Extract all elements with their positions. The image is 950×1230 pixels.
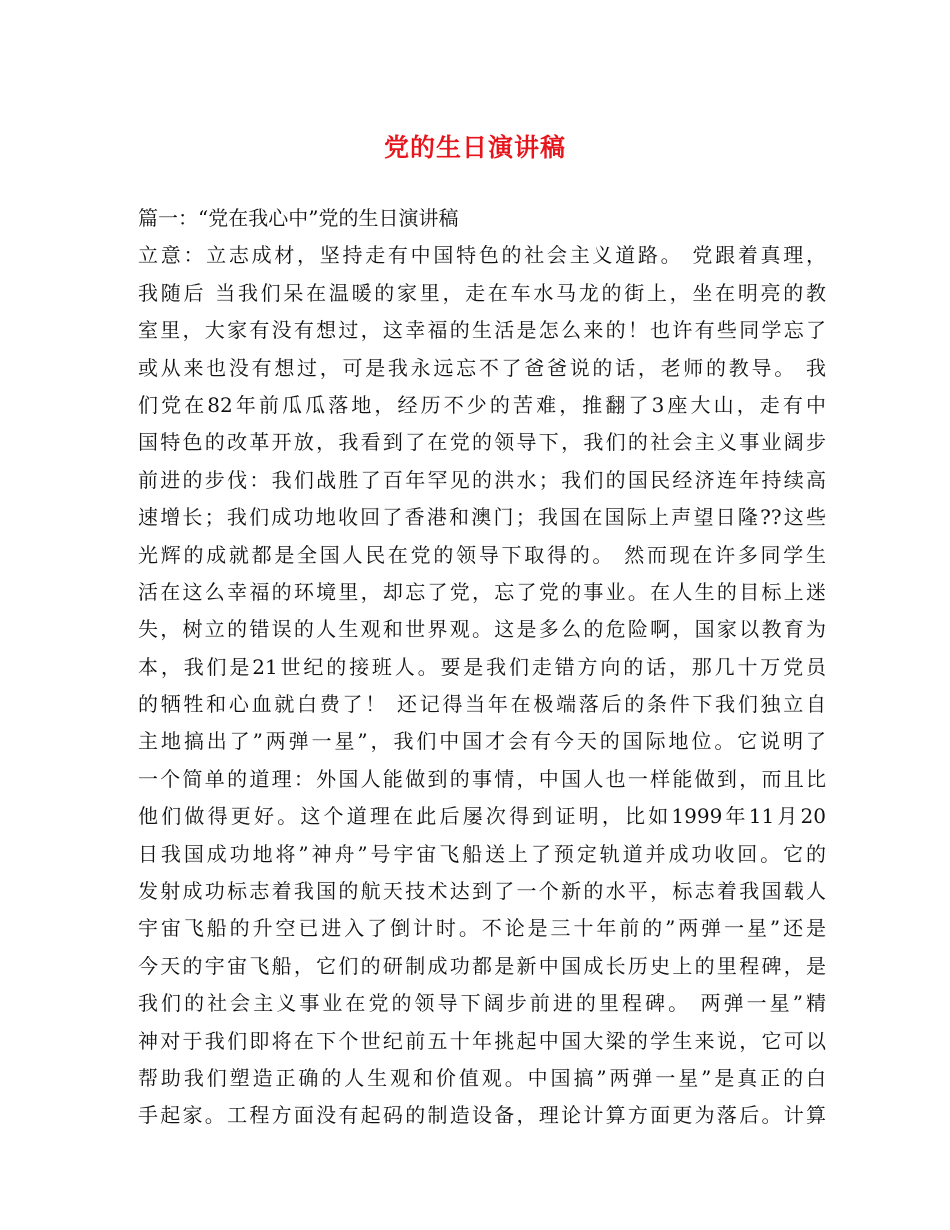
paragraph-line: 主地搞出了”两弹一星”，我们中国才会有今天的国际地位。它说明了 [138, 729, 826, 754]
paragraph-line: 我们的社会主义事业在党的领导下阔步前进的里程碑。 两弹一星”精 [138, 991, 826, 1016]
paragraph-line: 活在这么幸福的环境里，却忘了党，忘了党的事业。在人生的目标上迷 [138, 579, 826, 604]
paragraph-line: 速增长；我们成功地收回了香港和澳门；我国在国际上声望日隆??这些 [138, 505, 826, 530]
paragraph-line: 帮助我们塑造正确的人生观和价值观。中国搞”两弹一星”是真正的白 [138, 1065, 826, 1090]
paragraph-line: 我随后 当我们呆在温暖的家里，走在车水马龙的街上，坐在明亮的教 [138, 280, 826, 305]
paragraph-line: 的牺牲和心血就白费了！ 还记得当年在极端落后的条件下我们独立自 [138, 692, 826, 717]
paragraph-line: 日我国成功地将”神舟”号宇宙飞船送上了预定轨道并成功收回。它的 [138, 841, 826, 866]
paragraph-line: 发射成功标志着我国的航天技术达到了一个新的水平，标志着我国载人 [138, 879, 826, 904]
paragraph-line: 神对于我们即将在下个世纪前五十年挑起中国大梁的学生来说，它可以 [138, 1028, 826, 1053]
paragraph-line: 宇宙飞船的升空已进入了倒计时。不论是三十年前的”两弹一星”还是 [138, 916, 826, 941]
paragraph-line: 失，树立的错误的人生观和世界观。这是多么的危险啊，国家以教育为 [138, 617, 826, 642]
paragraph-line: 今天的宇宙飞船，它们的研制成功都是新中国成长历史上的里程碑，是 [138, 953, 826, 978]
paragraph-line: 光辉的成就都是全国人民在党的领导下取得的。 然而现在许多同学生 [138, 542, 826, 567]
paragraph-line: 国特色的改革开放，我看到了在党的领导下，我们的社会主义事业阔步 [138, 430, 826, 455]
paragraph-line: 他们做得更好。这个道理在此后屡次得到证明，比如1999年11月20 [138, 804, 826, 829]
paragraph-line: 室里，大家有没有想过，这幸福的生活是怎么来的！也许有些同学忘了 [138, 318, 826, 343]
paragraph-line: 本，我们是21世纪的接班人。要是我们走错方向的话，那几十万党员 [138, 654, 826, 679]
document-body [138, 200, 826, 1135]
document-title: 党的生日演讲稿 [383, 133, 566, 162]
paragraph-line: 立意：立志成材，坚持走有中国特色的社会主义道路。 党跟着真理， [138, 243, 826, 268]
paragraph-line: 前进的步伐：我们战胜了百年罕见的洪水；我们的国民经济连年持续高 [138, 467, 826, 492]
paragraph-line: 一个简单的道理：外国人能做到的事情，中国人也一样能做到，而且比 [138, 766, 826, 791]
paragraph-line: 手起家。工程方面没有起码的制造设备，理论计算方面更为落后。计算 [138, 1103, 826, 1128]
paragraph-line: 或从来也没有想过，可是我永远忘不了爸爸说的话，老师的教导。 我 [138, 355, 826, 380]
paragraph-line: 们党在82年前瓜瓜落地，经历不少的苦难，推翻了3座大山，走有中 [138, 392, 826, 417]
section-heading: 篇一：“党在我心中”党的生日演讲稿 [138, 206, 459, 230]
paragraph-lines [138, 237, 826, 1134]
